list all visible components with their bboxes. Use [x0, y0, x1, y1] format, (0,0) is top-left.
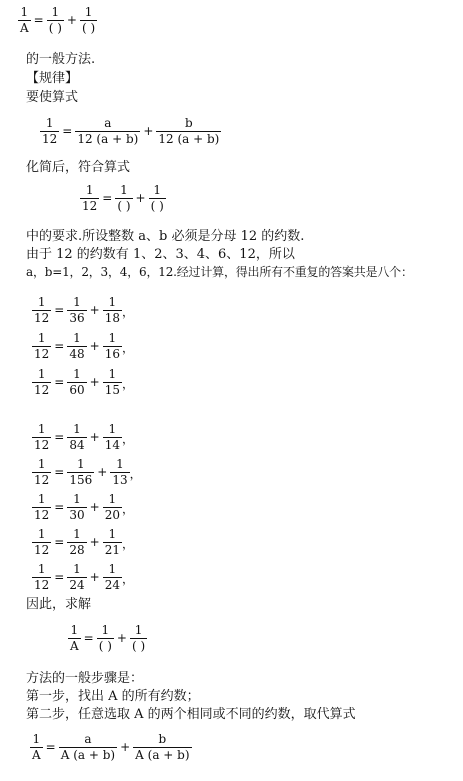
- fraction: [97, 624, 114, 653]
- answer-equation: [32, 423, 134, 452]
- denominator: 18: [104, 311, 120, 325]
- denominator: 21: [104, 543, 120, 557]
- numerator: 1: [108, 527, 117, 541]
- numerator: 1: [45, 116, 54, 130]
- numerator: 1: [73, 422, 81, 436]
- comma: ，: [121, 572, 134, 586]
- fraction: [32, 528, 51, 557]
- fraction: [59, 733, 117, 762]
- denominator: ( ): [81, 21, 96, 35]
- denominator: 12 (a + b): [77, 132, 139, 146]
- denominator: ( ): [150, 199, 164, 213]
- plus-sign: +: [89, 535, 100, 549]
- answer-equation: [32, 368, 134, 397]
- fraction: [67, 528, 86, 557]
- numerator: 1: [108, 492, 117, 506]
- equals-sign: =: [62, 124, 73, 138]
- numerator: 1: [73, 527, 81, 541]
- denominator: ( ): [131, 639, 146, 653]
- equals-sign: =: [45, 740, 56, 754]
- equals-sign: =: [33, 13, 44, 27]
- denominator: 24: [69, 578, 85, 592]
- numerator: 1: [37, 331, 46, 345]
- numerator: a: [84, 732, 92, 746]
- numerator: 1: [37, 527, 46, 541]
- fraction: [67, 563, 86, 592]
- plus-sign: +: [66, 13, 77, 27]
- denominator: 12: [82, 199, 98, 213]
- denominator: ( ): [117, 199, 131, 213]
- denominator: 16: [104, 347, 120, 361]
- fraction: [40, 117, 59, 146]
- numerator: 1: [120, 183, 128, 197]
- paragraph-line: a，b=1，2，3，4，6，12.经过计算，得出所有不重复的答案共是八个：: [26, 265, 413, 279]
- comma: ，: [121, 537, 134, 551]
- numerator: 1: [76, 457, 85, 471]
- fraction: [32, 563, 51, 592]
- comma: ，: [121, 432, 134, 446]
- paragraph-line: 中的要求.所设整数 a、b 必须是分母 12 的约数.: [26, 229, 305, 244]
- comma: ，: [121, 502, 134, 516]
- fraction: [75, 117, 140, 146]
- fraction: [103, 528, 122, 557]
- fraction: [149, 184, 166, 213]
- numerator: 1: [116, 457, 124, 471]
- fraction: [32, 458, 51, 487]
- denominator: 60: [69, 383, 85, 397]
- plus-sign: +: [143, 124, 154, 138]
- numerator: b: [158, 732, 167, 746]
- equals-sign: =: [54, 375, 65, 389]
- answer-equation: [32, 296, 134, 325]
- denominator: 12: [34, 578, 50, 592]
- plus-sign: +: [89, 430, 100, 444]
- text-line: 要使算式: [26, 90, 79, 105]
- equals-sign: =: [54, 339, 65, 353]
- denominator: 12: [34, 347, 50, 361]
- equation-12: [80, 184, 166, 213]
- denominator: 30: [69, 508, 85, 522]
- steps-line: 方法的一般步骤是：: [26, 671, 144, 686]
- numerator: 1: [37, 492, 46, 506]
- plus-sign: +: [89, 500, 100, 514]
- comma: ，: [121, 305, 134, 319]
- denominator: 13: [112, 473, 128, 487]
- plus-sign: +: [89, 375, 100, 389]
- denominator: 12: [34, 383, 50, 397]
- equals-sign: =: [54, 430, 65, 444]
- equals-sign: =: [102, 191, 113, 205]
- numerator: 1: [101, 623, 110, 637]
- text-line: 的一般方法.: [26, 52, 96, 67]
- denominator: 14: [104, 438, 120, 452]
- plus-sign: +: [120, 740, 131, 754]
- denominator: ( ): [48, 21, 62, 35]
- denominator: 12: [34, 473, 50, 487]
- fraction: [103, 296, 122, 325]
- fraction: [67, 493, 86, 522]
- denominator: 12: [42, 132, 58, 146]
- equals-sign: =: [54, 465, 65, 479]
- denominator: 12 (a + b): [158, 132, 220, 146]
- numerator: 1: [32, 732, 41, 746]
- numerator: 1: [37, 367, 46, 381]
- plus-sign: +: [89, 303, 100, 317]
- equals-sign: =: [54, 500, 65, 514]
- numerator: 1: [73, 562, 81, 576]
- numerator: 1: [153, 183, 161, 197]
- numerator: 1: [37, 422, 46, 436]
- answer-equation: [32, 563, 134, 592]
- denominator: 156: [69, 473, 93, 487]
- denominator: 12: [34, 508, 50, 522]
- fraction: [110, 458, 129, 487]
- numerator: 1: [37, 295, 46, 309]
- answer-equation: [32, 332, 134, 361]
- answer-equation: [32, 528, 134, 557]
- denominator: 15: [104, 383, 120, 397]
- denominator: A: [70, 639, 79, 653]
- plus-sign: +: [116, 631, 127, 645]
- denominator: 12: [34, 543, 50, 557]
- fraction: [156, 117, 221, 146]
- equation-top: [18, 6, 97, 35]
- equals-sign: =: [54, 535, 65, 549]
- equation-ab: [40, 117, 221, 146]
- comma: ，: [129, 467, 142, 481]
- numerator: 1: [108, 367, 117, 381]
- fraction: [103, 493, 122, 522]
- answer-equation: [32, 493, 134, 522]
- numerator: 1: [70, 623, 79, 637]
- steps-line: 第一步，找出 A 的所有约数；: [26, 689, 200, 704]
- fraction: [30, 733, 43, 762]
- numerator: 1: [134, 623, 143, 637]
- numerator: 1: [51, 5, 60, 19]
- fraction: [80, 6, 97, 35]
- plus-sign: +: [97, 465, 108, 479]
- denominator: 12: [34, 438, 50, 452]
- comma: ，: [121, 377, 134, 391]
- equation-final: [30, 733, 192, 762]
- fraction: [32, 493, 51, 522]
- plus-sign: +: [89, 339, 100, 353]
- denominator: A: [32, 748, 41, 762]
- denominator: ( ): [98, 639, 112, 653]
- denominator: 48: [69, 347, 85, 361]
- numerator: b: [185, 116, 193, 130]
- equation-A: [68, 624, 147, 653]
- steps-line: 第二步，任意选取 A 的两个相同或不同的约数，取代算式: [26, 707, 356, 722]
- numerator: 1: [108, 331, 117, 345]
- fraction: [32, 296, 51, 325]
- text-line: 化简后，符合算式: [26, 160, 131, 175]
- fraction: [67, 458, 94, 487]
- numerator: 1: [73, 295, 81, 309]
- answer-equation: [32, 458, 142, 487]
- denominator: 12: [34, 311, 50, 325]
- paragraph-line: 由于 12 的约数有 1、2、3、4、6、12，所以: [26, 247, 295, 262]
- equals-sign: =: [54, 303, 65, 317]
- numerator: 1: [37, 562, 46, 576]
- fraction: [47, 6, 64, 35]
- comma: ，: [121, 341, 134, 355]
- numerator: 1: [84, 5, 93, 19]
- numerator: 1: [73, 367, 81, 381]
- numerator: 1: [20, 5, 29, 19]
- fraction: [103, 368, 122, 397]
- equals-sign: =: [54, 570, 65, 584]
- denominator: 36: [69, 311, 85, 325]
- numerator: 1: [108, 562, 117, 576]
- denominator: 84: [69, 438, 85, 452]
- fraction: [103, 332, 122, 361]
- fraction: [103, 563, 122, 592]
- fraction: [67, 423, 86, 452]
- plus-sign: +: [135, 191, 146, 205]
- denominator: A (a + b): [135, 748, 190, 762]
- plus-sign: +: [89, 570, 100, 584]
- numerator: 1: [85, 183, 94, 197]
- numerator: a: [104, 116, 112, 130]
- denominator: A: [20, 21, 29, 35]
- fraction: [68, 624, 81, 653]
- fraction: [80, 184, 99, 213]
- fraction: [67, 332, 86, 361]
- denominator: A (a + b): [60, 748, 116, 762]
- fraction: [130, 624, 147, 653]
- fraction: [18, 6, 31, 35]
- fraction: [32, 332, 51, 361]
- numerator: 1: [108, 422, 117, 436]
- fraction: [115, 184, 132, 213]
- numerator: 1: [108, 295, 117, 309]
- numerator: 1: [73, 331, 81, 345]
- text-line: 因此，求解: [26, 597, 92, 612]
- rule-header: 【规律】: [26, 71, 79, 86]
- numerator: 1: [37, 457, 46, 471]
- fraction: [32, 423, 51, 452]
- numerator: 1: [73, 492, 81, 506]
- fraction: [67, 296, 86, 325]
- fraction: [103, 423, 122, 452]
- denominator: 24: [104, 578, 120, 592]
- denominator: 28: [69, 543, 85, 557]
- fraction: [67, 368, 86, 397]
- equals-sign: =: [83, 631, 94, 645]
- denominator: 20: [104, 508, 120, 522]
- fraction: [133, 733, 191, 762]
- fraction: [32, 368, 51, 397]
